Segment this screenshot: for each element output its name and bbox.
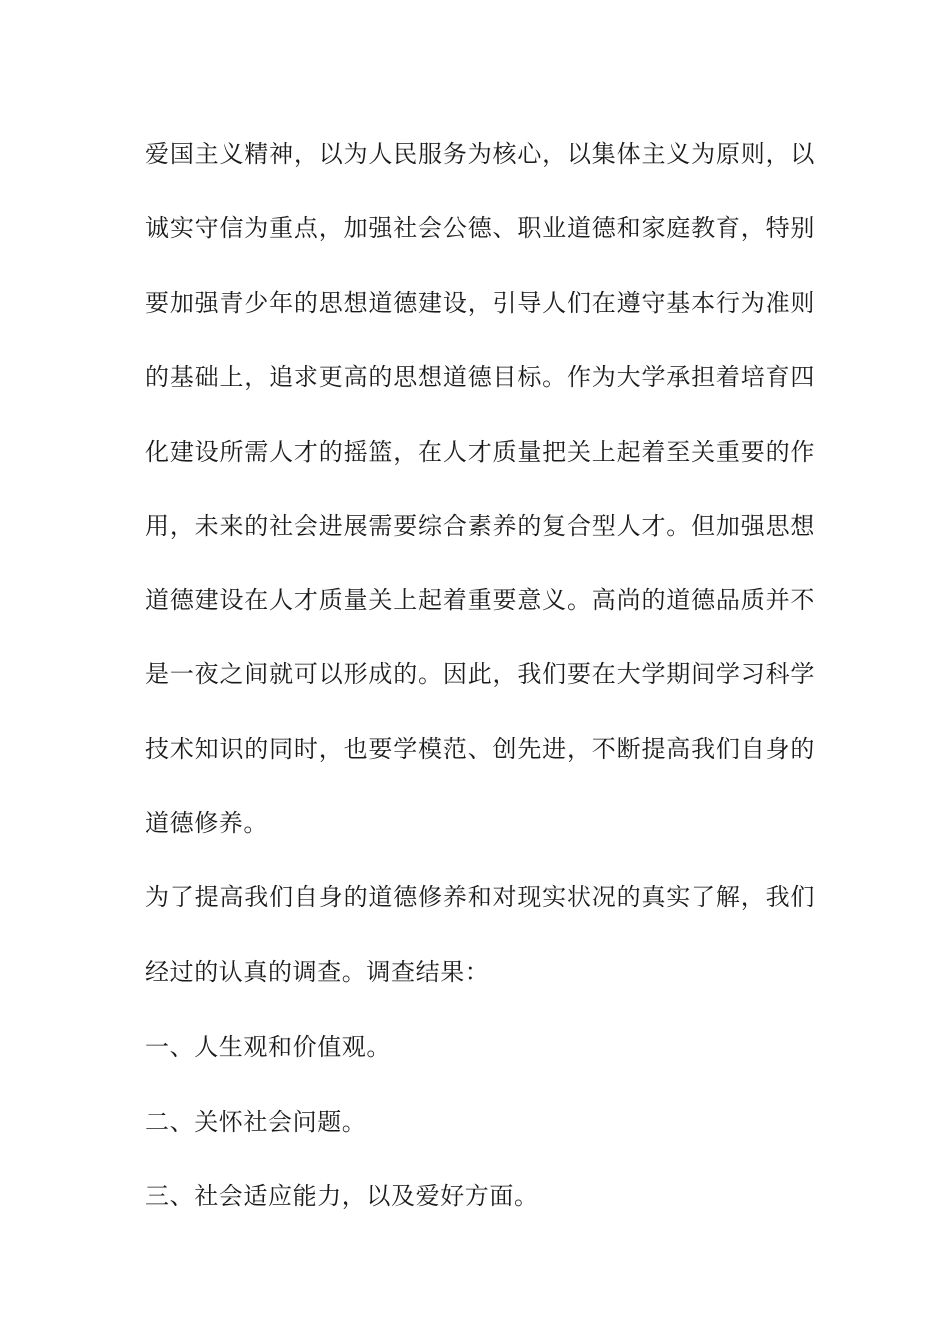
paragraph-1-line-1: 爱国主义精神，以为人民服务为核心，以集体主义为原则，以 bbox=[145, 140, 815, 168]
list-item-2: 二、关怀社会问题。 bbox=[145, 1108, 367, 1136]
paragraph-1-line-10: 道德修养。 bbox=[145, 809, 268, 837]
paragraph-1-line-2: 诚实守信为重点，加强社会公德、职业道德和家庭教育，特别 bbox=[145, 214, 815, 242]
paragraph-1-line-4: 的基础上，追求更高的思想道德目标。作为大学承担着培育四 bbox=[145, 363, 815, 391]
paragraph-1-line-3: 要加强青少年的思想道德建设，引导人们在遵守基本行为准则 bbox=[145, 289, 815, 317]
paragraph-1-line-8: 是一夜之间就可以形成的。因此，我们要在大学期间学习科学 bbox=[145, 660, 815, 688]
paragraph-1-line-7: 道德建设在人才质量关上起着重要意义。高尚的道德品质并不 bbox=[145, 586, 815, 614]
paragraph-2-line-2: 经过的认真的调查。调查结果： bbox=[145, 958, 490, 986]
paragraph-1-line-6: 用，未来的社会进展需要综合素养的复合型人才。但加强思想 bbox=[145, 512, 815, 540]
paragraph-2-line-1: 为了提高我们自身的道德修养和对现实状况的真实了解，我们 bbox=[145, 883, 815, 911]
list-item-3: 三、社会适应能力，以及爱好方面。 bbox=[145, 1182, 539, 1210]
list-item-1: 一、人生观和价值观。 bbox=[145, 1033, 391, 1061]
paragraph-1-line-9: 技术知识的同时，也要学模范、创先进，不断提高我们自身的 bbox=[145, 735, 815, 763]
paragraph-1-line-5: 化建设所需人才的摇篮，在人才质量把关上起着至关重要的作 bbox=[145, 438, 815, 466]
